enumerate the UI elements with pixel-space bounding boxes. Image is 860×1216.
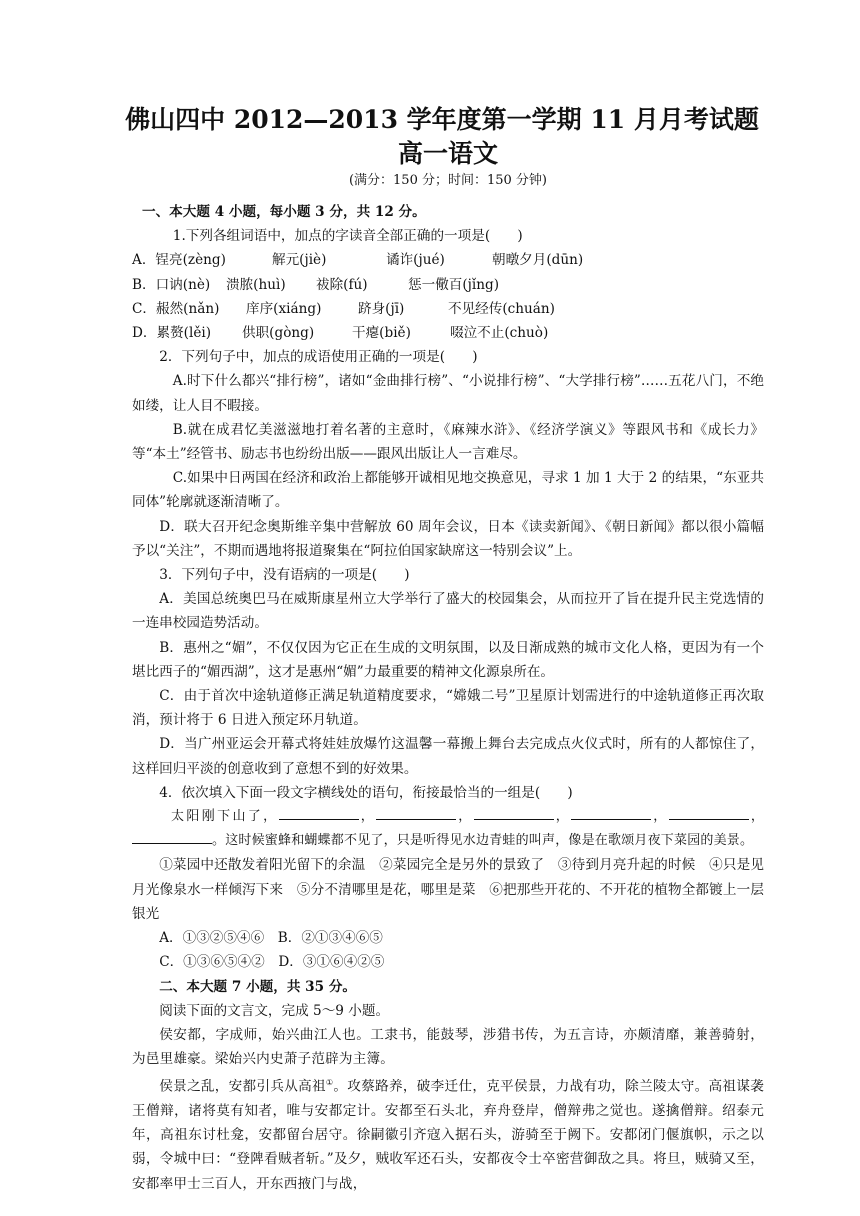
exam-subject: 高一语文: [397, 139, 498, 168]
q1-a-1: A．锃亮(zèng): [132, 252, 226, 269]
exam-title: 佛山四中 2012—2013 学年度第一学期 11 月月考试题: [125, 105, 759, 134]
q3-option-c: C．由于首次中途轨道修正满足轨道精度要求，“嫦娥二号”卫星原计划需进行的中途轨道修正再次取消，预计将于 6 日进入预定环月轨道。: [132, 688, 765, 729]
q3-option-a: A．美国总统奥巴马在威斯康星州立大学举行了盛大的校园集会，从而拉开了旨在提升民主党选情的一连串校园造势活动。: [132, 591, 764, 632]
q1-d-3: 干瘪(biě): [352, 325, 411, 342]
q1-c-2: 庠序(xiáng): [246, 300, 322, 317]
classical-para-2: [132, 1071, 764, 1196]
q4-passage: 太阳刚下山了， ， ， ， ， ，。这时候蜜蜂和蝴蝶都不见了，只是听得见水边青蛙的叫声，像是在歌颂月夜下菜园的美景。: [132, 805, 764, 853]
q1-b-3: 祓除(fú): [316, 276, 368, 293]
blank-6: [132, 829, 212, 844]
q3-stem: 3．下列句子中，没有语病的一项是( ): [159, 567, 410, 584]
q1-c-4: 不见经传(chuán): [448, 300, 555, 317]
classical-para-1: 侯安都，字成师，始兴曲江人也。工隶书，能鼓琴，涉猎书传，为五言诗，亦颇清靡，兼善骑射，为邑里雄豪。梁始兴内史萧子范辟为主簿。: [132, 1026, 764, 1068]
blank-2: [376, 805, 456, 820]
q4-options-text: ①菜园中还散发着阳光留下的余温 ②菜园完全是另外的景致了 ③待到月亮升起的时候 ④只是见月光像泉水一样倾泻下来 ⑤分不清哪里是花，哪里是菜 ⑥把那些开花的、不开花的植物全都镀上一层银光: [132, 857, 764, 922]
section2-intro: 阅读下面的文言文，完成 5～9 小题。: [159, 1002, 390, 1019]
para2-part-a: 侯景之乱，安都引兵从高祖: [159, 1078, 326, 1095]
q4-passage-end: 。这时候蜜蜂和蝴蝶都不见了，只是听得见水边青蛙的叫声，像是在歌颂月夜下菜园的美景。: [212, 833, 754, 849]
q1-b-4: 惩一儆百(jǐng): [408, 276, 500, 293]
q1-b-2: 溃脓(huì): [226, 276, 286, 293]
blank-5: [669, 805, 749, 820]
q1-a-4: 朝暾夕月(dūn): [492, 252, 584, 269]
q4-options-cd: C．①③⑥⑤④② D．③①⑥④②⑤: [159, 954, 385, 971]
blank-3: [474, 805, 554, 820]
q1-option-b: [132, 273, 764, 297]
section1-heading: 一、本大题 4 小题，每小题 3 分，共 12 分。: [142, 204, 426, 220]
q3-option-b: B．惠州之“媚”，不仅仅因为它正在生成的文明氛围，以及日渐成熟的城市文化人格，更因为有一个堪比西子的“媚西湖”，这才是惠州“媚”力最重要的精神文化源泉所在。: [132, 639, 764, 680]
q4-options-ab: A．①③②⑤④⑥ B．②①③④⑥⑤: [159, 930, 383, 947]
footnote-marker: ①: [325, 1078, 334, 1088]
q2-option-a: A.时下什么都兴“排行榜”，诸如“金曲排行榜”、“小说排行榜”、“大学排行榜”……五花八门，不绝如缕，让人目不暇接。: [132, 373, 764, 414]
exam-meta: (满分：150 分；时间：150 分钟): [348, 173, 548, 188]
q1-d-2: 供职(gòng): [242, 325, 315, 342]
q1-stem: 1.下列各组词语中，加点的字读音全部正确的一项是( ): [172, 228, 523, 245]
q1-option-c: [132, 297, 764, 321]
q1-c-1: C．赧然(nǎn): [132, 300, 220, 317]
q1-d-4: 啜泣不止(chuò): [450, 325, 549, 342]
para2-part-b: 。攻蔡路养，破李迁仕，克平侯景，力战有功，除兰陵太守。高祖谋袭王僧辩，诸将莫有知者，唯与安都定计。安都至石头北，弃舟登岸，僧辩弗之觉也。遂擒僧辩。绍泰元年，高祖东讨杜龛，安都留台居守。徐嗣徽引齐寇入据石头，游骑至于阙下。安都闭门偃旗帜，示之以弱，令城中曰：“登陴看贼者斩。”及夕，贼收军还石头，安都夜令士卒密营御敌之具。将旦，贼骑又至，安都率甲士三百人，开东西掖门与战，: [132, 1078, 765, 1192]
blank-4: [571, 805, 651, 820]
q2-option-c: C.如果中日两国在经济和政治上都能够开诚相见地交换意见，寻求 1 加 1 大于 2 的结果，“东亚共同体”轮廓就逐渐清晰了。: [132, 470, 764, 511]
q2-stem: 2．下列句子中，加点的成语使用正确的一项是( ): [159, 349, 478, 366]
q1-b-1: B．口讷(nè): [132, 276, 211, 293]
q1-a-2: 解元(jiè): [272, 252, 327, 269]
section2-heading: 二、本大题 7 小题，共 35 分。: [159, 978, 357, 995]
q4-stem: 4．依次填入下面一段文字横线处的语句，衔接最恰当的一组是( ): [159, 784, 573, 801]
q1-c-3: 跻身(jī): [358, 300, 405, 317]
blank-1: [279, 805, 359, 820]
q2-option-b: B.就在成君忆美滋滋地打着名著的主意时，《麻辣水浒》、《经济学演义》等跟风书和《成长力》等“本土”经管书、励志书也纷纷出版——跟风出版让人一言难尽。: [132, 421, 764, 463]
q3-option-d: D．当广州亚运会开幕式将娃娃放爆竹这温馨一幕搬上舞台去完成点火仪式时，所有的人都惊住了，这样回归平淡的创意收到了意想不到的好效果。: [132, 736, 764, 777]
q1-option-a: [132, 248, 764, 272]
q1-d-1: D．累赘(lěi): [132, 325, 212, 342]
q1-a-3: 谲诈(jué): [386, 252, 445, 269]
q2-option-d: D．联大召开纪念奥斯维辛集中营解放 60 周年会议，日本《读卖新闻》、《朝日新闻》都以很小篇幅予以“关注”，不期而遇地将报道聚集在“阿拉伯国家缺席这一特别会议”上。: [132, 518, 764, 559]
q4-passage-start: 太阳刚下山了，: [171, 809, 279, 825]
q1-option-d: [132, 321, 764, 345]
